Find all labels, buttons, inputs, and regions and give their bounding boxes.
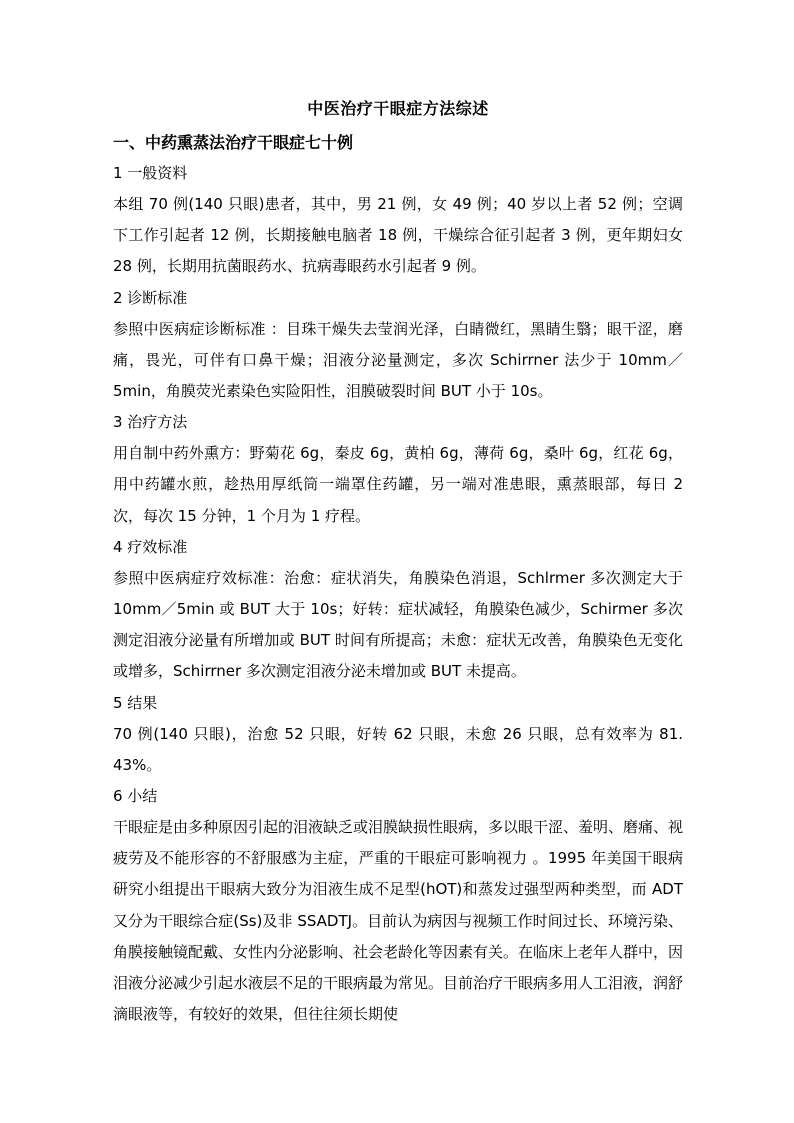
paragraph-efficacy: 参照中医病症疗效标准：治愈：症状消失，角膜染色消退，Schlrmer 多次测定大于 10mm／5min 或 BUT 大于 10s；好转：症状减轻，角膜染色减少，Schirmer 多次测定泪液分泌量有所增加或 BUT 时间有所提高；未愈：症状无改善，角膜染色无变化或增多，Schirrner 多次测定泪液分泌未增加或 BUT 未提高。 <box>113 568 683 681</box>
paragraph-treatment: 用自制中药外熏方：野菊花 6g，秦皮 6g，黄柏 6g，薄荷 6g，桑叶 6g，红花 6g，用中药罐水煎，趁热用厚纸筒一端罩住药罐，另一端对准患眼，熏蒸眼部，每日 2 次，每次 15 分钟，1 个月为 1 疗程。 <box>113 444 683 525</box>
subsection-heading-diagnosis: 2 诊断标准 <box>113 288 188 307</box>
subsection-heading-general: 1 一般资料 <box>113 164 188 182</box>
document-page <box>113 96 683 1030</box>
paragraph-diagnosis: 参照中医病症诊断标准 ：目珠干燥失去莹润光泽，白睛微红，黑睛生翳；眼干涩，磨痛，畏光，可伴有口鼻干燥；泪液分泌量测定，多次 Schirrner 法少于 10mm／5min，角膜荧光素染色实险阳性，泪膜破裂时间 BUT 小于 10s。 <box>113 319 683 401</box>
subsection-heading-efficacy: 4 疗效标准 <box>113 537 188 556</box>
paragraph-summary: 干眼症是由多种原因引起的泪液缺乏或泪膜缺损性眼病，多以眼干涩、羞明、磨痛、视疲劳及不能形容的不舒服感为主症，严重的干眼症可影响视力 。1995 年美国干眼病研究小组提出干眼病大致分为泪液生成不足型(hOT)和蒸发过强型两种类型，而 ADT 又分为干眼综合症(Ss)及非 SSADTJ。目前认为病因与视频工作时间过长、环境污染、角膜接触镜配戴、女性内分泌影响、社会老龄化等因素有关。在临床上老年人群中，因泪液分泌减少引起水液层不足的干眼病最为常见。目前治疗干眼病多用人工泪液，润舒滴眼液等，有较好的效果，但往往须长期使 <box>113 818 684 1024</box>
subsection-heading-results: 5 结果 <box>113 693 158 712</box>
subsection-heading-summary: 6 小结 <box>113 787 158 806</box>
document-title: 中医治疗干眼症方法综述 <box>307 99 489 118</box>
paragraph-general: 本组 70 例(140 只眼)患者，其中，男 21 例，女 49 例；40 岁以上者 52 例；空调下工作引起者 12 例，长期接触电脑者 18 例，干燥综合征引起者 3 例，更年期妇女 28 例，长期用抗菌眼药水、抗病毒眼药水引起者 9 例。 <box>113 195 683 276</box>
paragraph-results: 70 例(140 只眼)，治愈 52 只眼，好转 62 只眼，未愈 26 只眼，总有效率为 81. 43%。 <box>113 724 683 774</box>
section-heading: 一、中药熏蒸法治疗干眼症七十例 <box>113 133 354 152</box>
subsection-heading-treatment: 3 治疗方法 <box>113 413 188 432</box>
